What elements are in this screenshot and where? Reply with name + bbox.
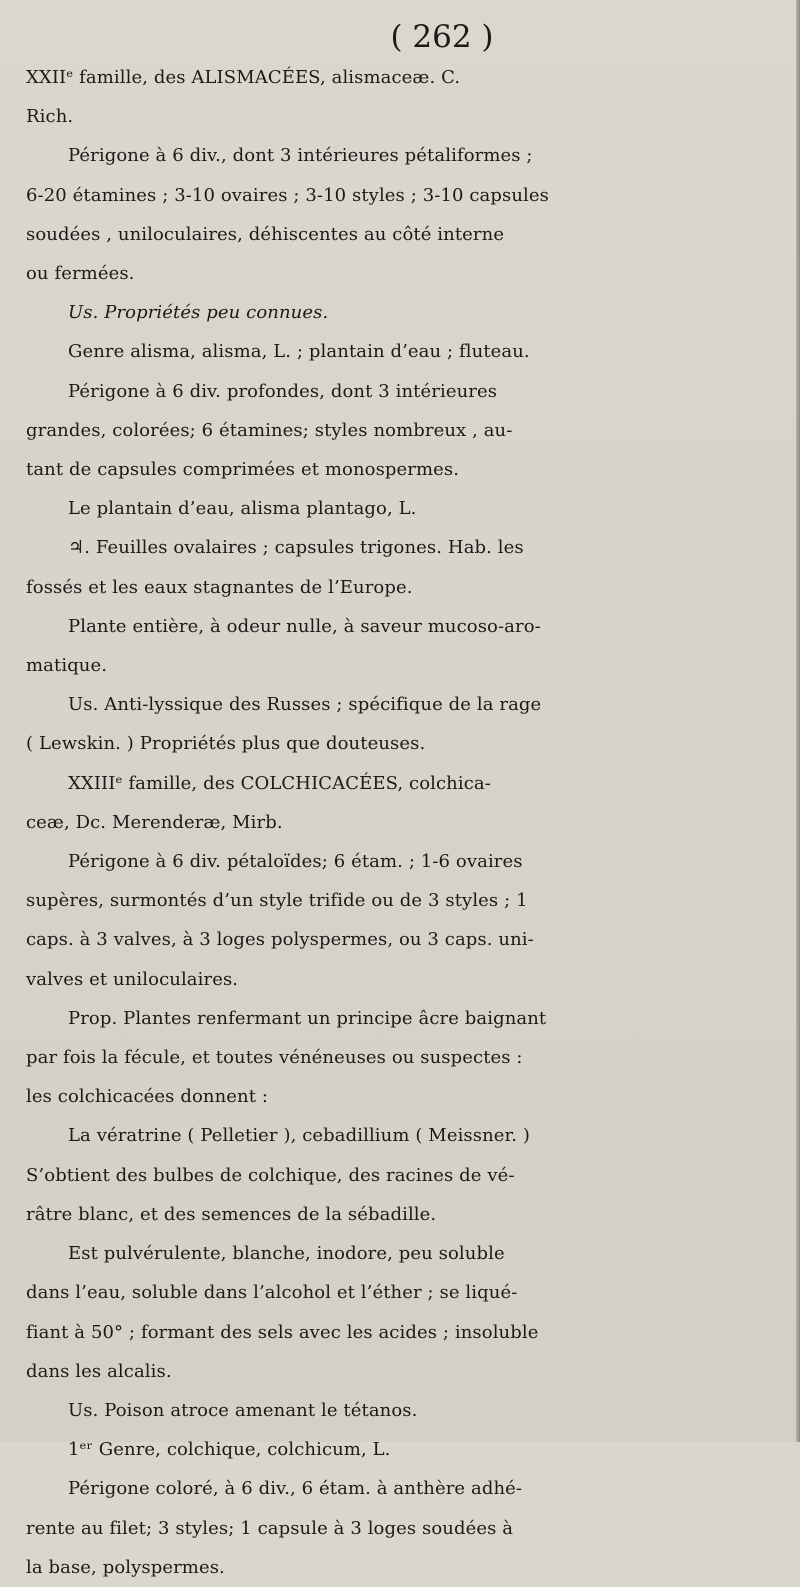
text-line: Us. Propriétés peu connues. — [68, 302, 329, 324]
text-line: Est pulvérulente, blanche, inodore, peu soluble — [68, 1243, 505, 1265]
text-line: ou fermées. — [26, 263, 135, 285]
text-line: valves et uniloculaires. — [26, 968, 239, 990]
text-line: La vératrine ( Pelletier ), cebadillium ( Meissner. ) — [68, 1125, 531, 1147]
text-line: ( Lewskin. ) Propriétés plus que douteuses. — [26, 733, 426, 755]
text-line: supères, surmontés d’un style trifide ou de 3 styles ; 1 — [26, 890, 528, 912]
text-line: Périgone coloré, à 6 div., 6 étam. à anthère adhé- — [68, 1478, 523, 1500]
text-line: 1ᵉʳ Genre, colchique, colchicum, L. — [68, 1439, 391, 1461]
text-line: Us. Poison atroce amenant le tétanos. — [68, 1399, 418, 1421]
text-line: S’obtient des bulbes de colchique, des racines de vé- — [26, 1164, 515, 1186]
text-line: rente au filet; 3 styles; 1 capsule à 3 loges soudées à — [26, 1517, 514, 1539]
page-edge-shadow — [796, 0, 800, 1442]
text-line: fiant à 50° ; formant des sels avec les acides ; insoluble — [26, 1321, 539, 1343]
text-line: Le plantain d’eau, alisma plantago, L. — [68, 498, 417, 520]
text-line: dans les alcalis. — [26, 1360, 172, 1382]
text-line: XXIIIᵉ famille, des COLCHICACÉES, colchica- — [68, 772, 491, 794]
text-line: ceæ, Dc. Merenderæ, Mirb. — [26, 811, 283, 833]
text-line: Périgone à 6 div. profondes, dont 3 intérieures — [68, 380, 498, 402]
text-block — [26, 58, 778, 1587]
text-line: par fois la fécule, et toutes vénéneuses ou suspectes : — [26, 1047, 523, 1069]
text-line: râtre blanc, et des semences de la sébadille. — [26, 1203, 437, 1225]
text-line: 6-20 étamines ; 3-10 ovaires ; 3-10 styles ; 3-10 capsules — [26, 184, 549, 206]
text-line: grandes, colorées; 6 étamines; styles nombreux , au- — [26, 419, 513, 441]
text-line: tant de capsules comprimées et monospermes. — [26, 459, 460, 481]
text-line: XXIIᵉ famille, des ALISMACÉES, alismaceæ. C. — [26, 67, 461, 88]
text-line: fossés et les eaux stagnantes de l’Europe. — [26, 576, 413, 598]
text-line: les colchicacées donnent : — [26, 1086, 269, 1108]
text-line: Périgone à 6 div. pétaloïdes; 6 étam. ; 1-6 ovaires — [68, 851, 523, 873]
page-number: ( 262 ) — [390, 19, 494, 55]
text-line: la base, polyspermes. — [26, 1556, 225, 1578]
text-line: Plante entière, à odeur nulle, à saveur mucoso-aro- — [68, 615, 541, 637]
text-line: Rich. — [26, 106, 74, 128]
text-line: caps. à 3 valves, à 3 loges polyspermes, ou 3 caps. uni- — [26, 929, 534, 951]
text-line: matique. — [26, 655, 108, 677]
text-line: ♃. Feuilles ovalaires ; capsules trigones. Hab. les — [68, 537, 524, 559]
text-line: Us. Anti-lyssique des Russes ; spécifique de la rage — [68, 694, 542, 716]
text-line: Périgone à 6 div., dont 3 intérieures pétaliformes ; — [68, 145, 533, 167]
text-line: dans l’eau, soluble dans l’alcohol et l’éther ; se liqué- — [26, 1282, 518, 1304]
text-line: Prop. Plantes renfermant un principe âcre baignant — [68, 1007, 547, 1029]
text-line: soudées , uniloculaires, déhiscentes au côté interne — [26, 223, 505, 245]
text-line: Genre alisma, alisma, L. ; plantain d’eau ; fluteau. — [68, 341, 530, 363]
